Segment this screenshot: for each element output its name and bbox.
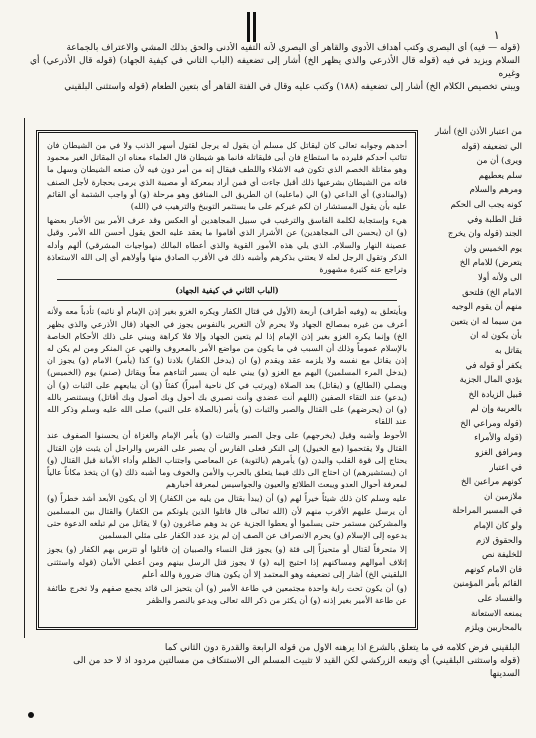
- top-line: (قوله — فيه) أي البصري وكتب أهداف الأدوي والقاهر أي البصري لأنه التفيه الأدنى والحق بذلك المشي والاعتراف بالجماعة: [66, 43, 520, 53]
- paragraph: وبأيتعلق به (وفيه أطراف) أربعة (الأول في قتال الكفار ويكره الغزو بغير إذن الإمام أو نائبه) تأدباً معه ولأنه أعرف من غيره بمصالح الجهاد ولا يحرم لأن التغرير بالنفوس يجوز في الجهاد (قال الأذرعي والذي يظهر الخ) وإنما يكره الغزو بغير إذن الإمام إذا لم يتعين الجهاد وإلا فلا كراهة ويبني على ذلك الأحكام الخاصة بالإسلام عموماً وذلك أن السبب في ما يكون من مواضع الأمر بالمعروف والنهي عن المنكر ومن لم يكن له إذن يقاتل مع نفسه ولا يلزمه عقد ويقدم (و) ان (يدخل الكفار) بلادنا (و) كذا (يأمر) الامام (و) يجوز ان (يدخل المرء المسلمين) اليهم مع الغزو (و) يبني عليه أن يسير أثناءهم معاً ويقاتل (صنم) يوم (الخميس) ويصلي (الطالع) و (يقاتل) بعد الصلاة (ويرتب في كل ناحية أميراً) كفئاً (و) أن يبايعهم على الثبات (و) أن (يدعو) عند التقاء الصفين (اللهم أنت عضدي وأنت نصيري بك أحول وبك أصول وبك أقاتل) ويستنصر بالله (و) ان (يحرضهم) على القتال والصبر والثبات (و) يأمر (بالصلاة على النبي) صلى الله عليه وسلم وذكر الله عند اللقاء: [47, 306, 407, 427]
- main-text-frame: [36, 130, 418, 630]
- margin-line: يوم الخميس وان: [463, 242, 522, 253]
- margin-line: القائم بأمر المؤمنين: [453, 578, 522, 589]
- paragraph: أحدهم وجوابه تعالى كان ليقاتل كل مسلم أن يقول له يرجل لقتول أسهر الذنب ولا في من الشيطان فان تتائب أحدكم فليرده ما استطاع فان أبى فليقاتله فانما هو شيطان قال العلماء معناه ان المقاتل الغير محمود وهو مقاتلة الخصم الذي تكون فيه الاشلاء واللطف فيقال إنه من أمر دون فيه لأن صنعه الشيطان وسهل ما فاته من الشيطان بشرعيها ذلك أقبل جاءت أي فمن أراد بمعركة أو مصيبة الذي يرمى بحجارة لأجل الصنف (والمنادي) أي الداعي (و) الي (ماعليه) ان الطريق الى المنافق وهو مرحلة (و) أو واجب الشتمة أي القائم عليه بأن يقول المستشار ان لكم غيركم على ما يستثمر التوبيخ والترهيب في (الله): [47, 140, 407, 212]
- margin-line: والحقوق لازم: [475, 534, 522, 545]
- margin-commentary: [422, 124, 522, 634]
- paragraph: الأحوط وأشبه وقيل (يخرجهم) على وجل الصبر والثبات (و) يأمر الإمام والغزاة أن يحسنوا الصفوف عند القتال ولا يقتحموا (مع الخيول) إلى النكر فعلى الفارس أن يصبر على الفرس والراجل أن يثبت فإن القتال يحتاج إلى قوة القلب والبدن (و) يأمرهم (بالتوبة) عن المعاصي واجتناب الظلم وأداء الأمانة قبل القتال (و) ان (يستشيرهم) ان احتاج الى ذلك فيما يتعلق بالحرب والأمن والخوف وما أشبه ذلك (و) ان يتخذ مكاناً عالياً لمعرفة أحوال العدو ويبعث الطلائع والعيون والجواسيس لمعرفة أخبارهم: [47, 430, 407, 490]
- bottom-line: البلقيني فرض كلامه في ما يتعلق بالشرع اذا يرهنه الاول من قوله الرابعة والقدرة دون الثاني كما: [164, 643, 520, 653]
- margin-line: يكفر أو قوله في: [465, 359, 522, 370]
- margin-line: منهم أن يقوم الوجيه: [451, 301, 522, 312]
- margin-line: الى ولأنه أولا: [478, 271, 522, 282]
- page-bullet-mark: [28, 712, 34, 718]
- margin-line: فان الامام كونهم: [464, 563, 522, 574]
- margin-line: الامام الخ) فلتحق: [462, 286, 522, 297]
- paragraph: عليه وسلم كان ذلك شيئاً خيراً لهم (و) أن (يبدأ بقتال من يليه من الكفار) إلا أن يكون الأبعد أشد خطراً (و) أن يرسل عليهم الأقرب منهم لأن (الله تعالى قال قاتلوا الذين يلونكم من الكفار) والقتال بين المسلمين والمشركين مستمر حتى يسلموا أو يعطوا الجزية عن يد وهم صاغرون (و) لا يقاتل من لم تبلغه الدعوة حتى يدعوه إلى الإسلام (و) يحرم الانصراف عن الصف إن لم يزد عدد الكفار على مثلي المسلمين: [47, 493, 407, 541]
- margin-line: في المسير المراحلة: [452, 505, 522, 516]
- margin-line: للخليفة نص: [481, 549, 522, 560]
- top-line: السلام ويزيد في فيه (قوله قال الأذرعي والذي يظهر الخ) أشار إلى تضعيفه (الباب الثاني في كيفية الجهاد) (قوله قال الأذرعي) أي وغيره: [30, 56, 520, 79]
- margin-line: كونهم مراعين الخ: [460, 476, 522, 487]
- page-number: ١: [493, 28, 500, 42]
- margin-line: ويرى) أن من: [476, 155, 522, 166]
- bottom-line: (قوله واستثنى البلقيني) أي وتبعه الزركشي لكن القيد لا تثبيت المسلم الى الاستنكاف من مسالتين مردود اذ لا حد من الى: [73, 656, 520, 666]
- paragraph: هيء وإستجابة لكلمة الفاسق والترغيب في سبيل المجاهدين أو العكس وقد عرف الأمر بين الأخبار بعضها (و) ان (يحسن الى المجاهدين) عن الأشرار الذي أقاموا ما يعقد عليه الحق يقول أحسن الله الأمر. وقيل عصينة النهار والسلام. الذي يلي هذه الأمور القوية والذي أعطاه المالك (مواجيات المشرقي) ألهم وأدله الذكر وتقول الرجل لعله لا يعتني بذكرهم وأشبه ذلك في الأقرب الصادق منها وأولاهم أي إلى الله الاستعاذة وتراجع عنه كثيرة مشهورة: [47, 215, 407, 275]
- margin-rule: [24, 118, 25, 638]
- bottom-line: السدينها: [489, 669, 520, 679]
- margin-line: من اعتبار الأذن الخ) أشار: [435, 126, 522, 136]
- section-divider: [57, 300, 397, 301]
- margin-line: يؤدي المال الجزية: [459, 374, 522, 385]
- margin-line: (قوله والأمراء: [474, 432, 522, 443]
- margin-line: من سيما له ان يتعين: [450, 315, 522, 326]
- margin-line: ملازمين ان: [483, 490, 522, 501]
- margin-line: ومرهم والسلام: [469, 184, 522, 195]
- margin-line: يقاتل به: [494, 344, 522, 355]
- section-divider: [57, 279, 397, 280]
- main-text: [47, 139, 407, 621]
- margin-line: (قوله ومراعي الخ: [460, 417, 522, 428]
- margin-line: ولو كان الإمام: [473, 520, 522, 531]
- margin-line: والفساد على: [477, 593, 522, 603]
- margin-line: بالمحاربين ويلزم: [464, 622, 522, 633]
- margin-line: بالعربية وإن لم: [470, 403, 522, 414]
- margin-line: الجند (قوله وان يخرج: [447, 228, 522, 239]
- chapter-heading: (الباب الثاني في كيفية الجهاد): [175, 285, 279, 296]
- margin-line: الي تضعيفه (قوله: [461, 140, 522, 151]
- margin-line: في اعتبار: [489, 461, 522, 472]
- top-line: ويبني تخصيص الكلام الخ) أشار إلى تضعيفه (١٨٨) وكتب عليه وقال في الفتة القاهر أي بتعين الطعام (قوله واستثنى البلقيني: [64, 82, 520, 92]
- margin-line: سلم يعطيهم: [478, 169, 522, 180]
- margin-line: قتل الطلبة وفي: [467, 213, 522, 224]
- header-rule: [253, 12, 256, 42]
- header-mark: [244, 12, 258, 42]
- margin-line: يتعرض) للامام الخ: [459, 257, 522, 268]
- bottom-commentary: [30, 642, 520, 696]
- paragraph: إلا متحرفاً لقتال أو متحيزاً إلى فئة (و) يجوز قتل النساء والصبيان إن قاتلوا أو تترس بهم الكفار (و) يجوز إتلاف أموالهم ومساكنهم إذا احتيج إليه (و) لا يجوز قتل الرسل بينهم ومن أعطي الأمان (قوله واستثنى البلقيني الخ) أشار إلى تضعيفه وهو المعتمد إلا أن يكون هناك ضرورة والله أعلم: [47, 544, 407, 579]
- margin-line: ومرافق الغزو: [475, 447, 522, 458]
- margin-line: بأن يكون له ان: [470, 330, 522, 341]
- paragraph: (و) أن يكون تحت راية واحدة مجتمعين في طاعة الأمير (و) أن يتحيز الى قائد يجمع صفهم ولا تخرج طائفة عن طاعة الأمير بغير إذنه (و) أن يكثر من ذكر الله تعالى ويدعو بالنصر والظفر: [47, 582, 407, 606]
- top-commentary: [30, 42, 520, 120]
- header-rule: [247, 12, 250, 42]
- margin-line: كونه يجب الى الحكم: [450, 198, 522, 209]
- margin-line: يمنعه الاستعانة: [471, 607, 522, 618]
- margin-line: قبيل الزيادة الخ: [468, 388, 522, 399]
